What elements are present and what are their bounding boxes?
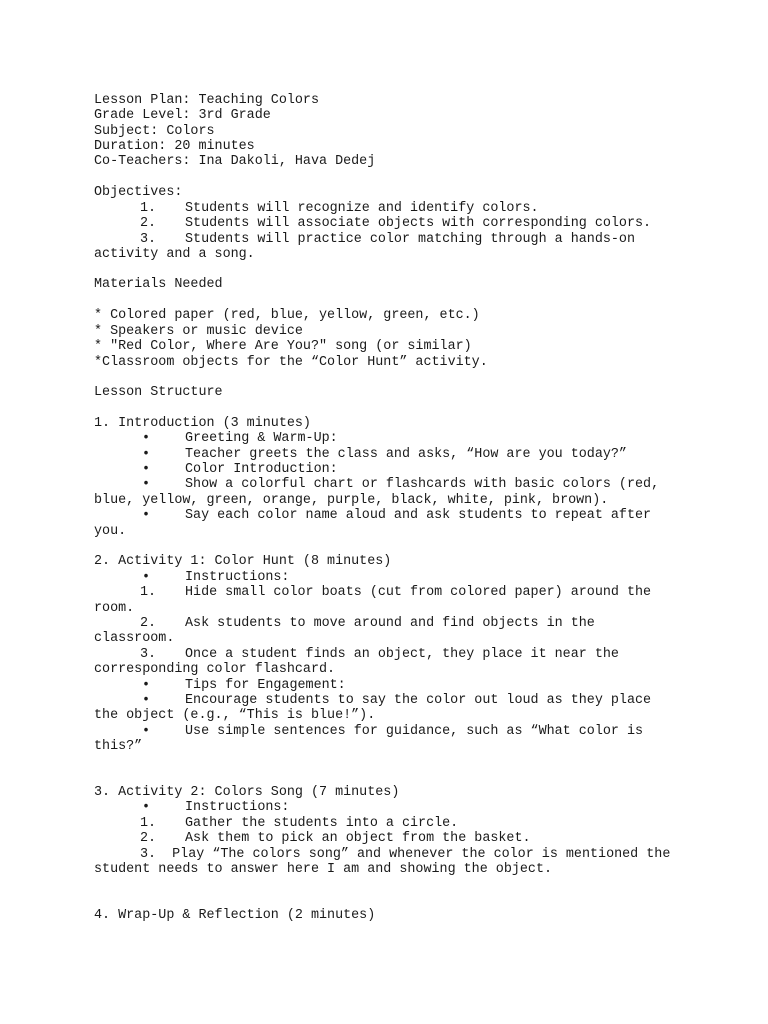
number-marker: 2. <box>140 616 157 631</box>
bullet-marker: • <box>142 477 151 492</box>
bullet-marker: • <box>142 724 151 739</box>
activity2-item-3: 3. Play “The colors song” and whenever the color is mentioned the <box>140 847 671 862</box>
number-marker: 3. <box>140 647 157 662</box>
activity1-item: Use simple sentences for guidance, such as “What color is <box>185 724 644 739</box>
intro-item: Color Introduction: <box>185 462 338 477</box>
objective-marker: 1. <box>140 201 157 216</box>
intro-item: Greeting & Warm-Up: <box>185 431 338 446</box>
objective-text: Students will recognize and identify colors. <box>185 201 539 216</box>
objective-text: Students will practice color matching through a hands-on <box>185 232 635 247</box>
number-marker: 1. <box>140 585 157 600</box>
activity2-item: Instructions: <box>185 800 290 815</box>
activity1-item-continuation: the object (e.g., “This is blue!”). <box>94 708 376 723</box>
activity2-heading: 3. Activity 2: Colors Song (7 minutes) <box>94 785 400 800</box>
activity1-item: Once a student finds an object, they place it near the <box>185 647 619 662</box>
bullet-marker: • <box>142 447 151 462</box>
activity2-item-continuation: student needs to answer here I am and showing the object. <box>94 862 553 877</box>
material-item: * Speakers or music device <box>94 324 303 339</box>
activity1-item-continuation: classroom. <box>94 631 175 646</box>
number-marker: 1. <box>140 816 157 831</box>
activity1-item: Tips for Engagement: <box>185 678 346 693</box>
intro-item: Show a colorful chart or flashcards with basic colors (red, <box>185 477 660 492</box>
activity1-item-continuation: corresponding color flashcard. <box>94 662 336 677</box>
objective-marker: 3. <box>140 232 157 247</box>
materials-heading: Materials Needed <box>94 277 223 292</box>
intro-item: Say each color name aloud and ask students to repeat after <box>185 508 652 523</box>
bullet-marker: • <box>142 800 151 815</box>
activity1-item: Ask students to move around and find objects in the <box>185 616 595 631</box>
lesson-structure-heading: Lesson Structure <box>94 385 223 400</box>
grade-level: Grade Level: 3rd Grade <box>94 108 271 123</box>
introduction-heading: 1. Introduction (3 minutes) <box>94 416 311 431</box>
bullet-marker: • <box>142 693 151 708</box>
bullet-marker: • <box>142 570 151 585</box>
bullet-marker: • <box>142 508 151 523</box>
material-item: * Colored paper (red, blue, yellow, green, etc.) <box>94 308 480 323</box>
intro-item-continuation: you. <box>94 524 127 539</box>
number-marker: 2. <box>140 831 157 846</box>
bullet-marker: • <box>142 431 151 446</box>
subject: Subject: Colors <box>94 124 215 139</box>
material-item: * "Red Color, Where Are You?" song (or similar) <box>94 339 472 354</box>
activity1-item-continuation: room. <box>94 601 135 616</box>
activity2-item: Gather the students into a circle. <box>185 816 459 831</box>
material-item: *Classroom objects for the “Color Hunt” activity. <box>94 355 488 370</box>
bullet-marker: • <box>142 462 151 477</box>
activity2-item: Ask them to pick an object from the basket. <box>185 831 531 846</box>
activity1-item-continuation: this?” <box>94 739 143 754</box>
wrapup-heading: 4. Wrap-Up & Reflection (2 minutes) <box>94 908 376 923</box>
activity1-item: Hide small color boats (cut from colored paper) around the <box>185 585 652 600</box>
intro-item-continuation: blue, yellow, green, orange, purple, black, white, pink, brown). <box>94 493 609 508</box>
objective-text: Students will associate objects with corresponding colors. <box>185 216 652 231</box>
activity1-item: Instructions: <box>185 570 290 585</box>
duration: Duration: 20 minutes <box>94 139 255 154</box>
objective-marker: 2. <box>140 216 157 231</box>
bullet-marker: • <box>142 678 151 693</box>
activity1-item: Encourage students to say the color out loud as they place <box>185 693 652 708</box>
co-teachers: Co-Teachers: Ina Dakoli, Hava Dedej <box>94 154 376 169</box>
intro-item: Teacher greets the class and asks, “How are you today?” <box>185 447 627 462</box>
objectives-heading: Objectives: <box>94 185 183 200</box>
objective-continuation: activity and a song. <box>94 247 255 262</box>
activity1-heading: 2. Activity 1: Color Hunt (8 minutes) <box>94 554 392 569</box>
lesson-title: Lesson Plan: Teaching Colors <box>94 93 319 108</box>
